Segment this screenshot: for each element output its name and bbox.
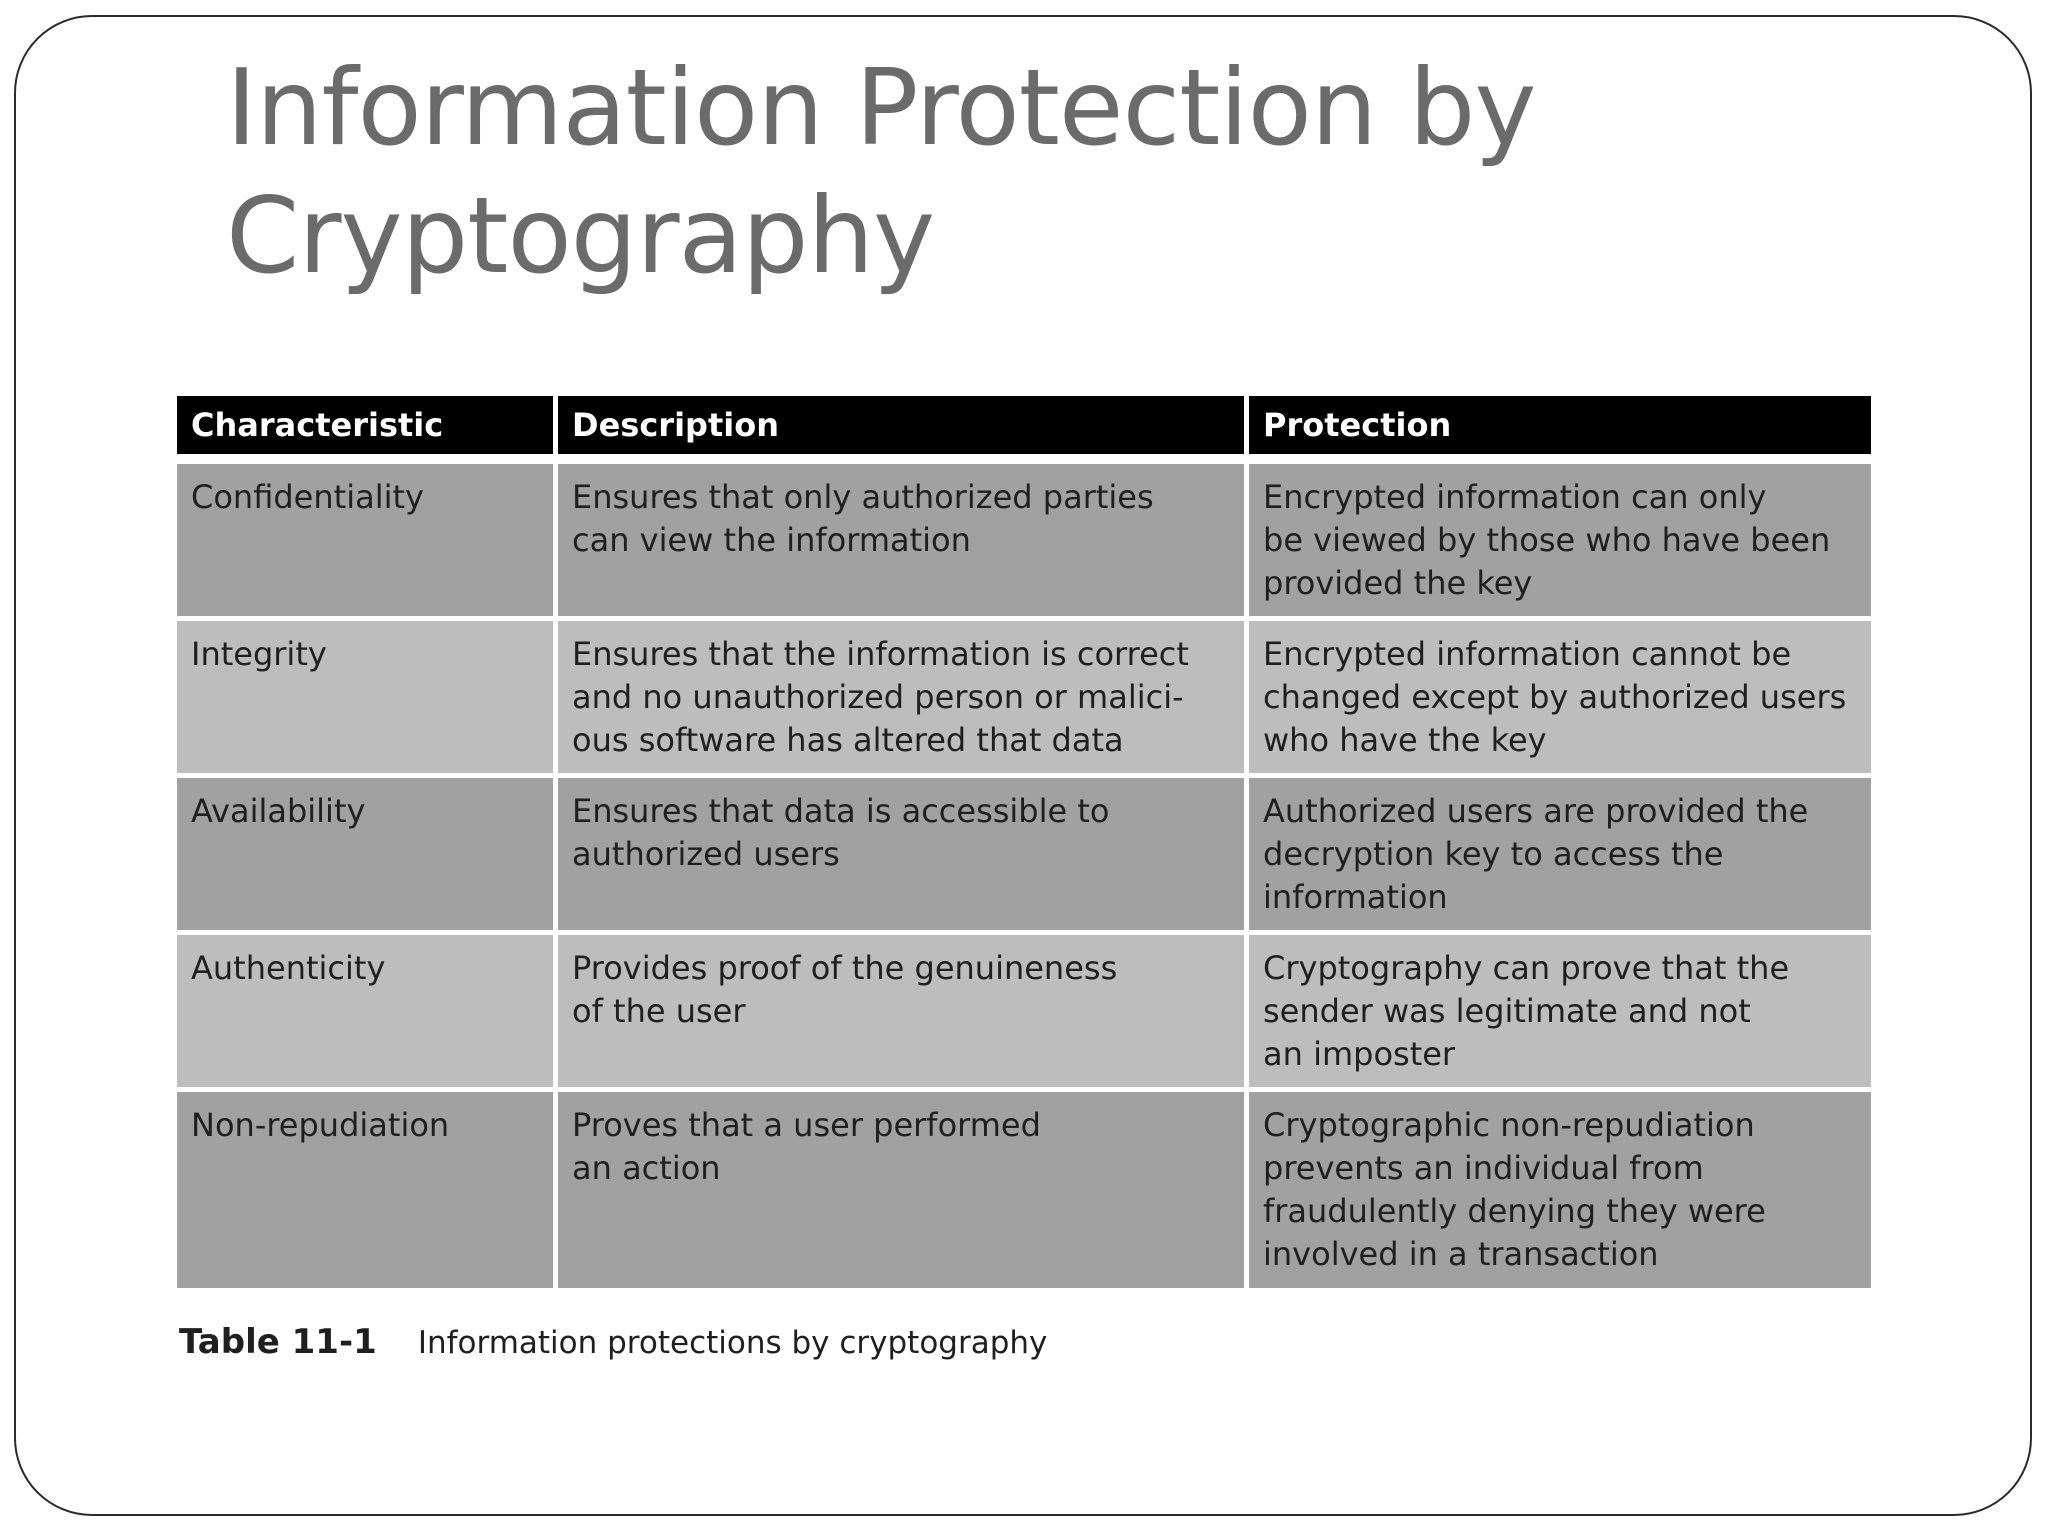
cell-protection: Cryptography can prove that the sender was legitimate and not an imposter bbox=[1249, 935, 1871, 1092]
header-protection: Protection bbox=[1249, 396, 1871, 464]
cell-protection: Authorized users are provided the decryption key to access the information bbox=[1249, 778, 1871, 935]
table-row-integrity bbox=[177, 621, 1871, 778]
cell-description: Ensures that data is accessible to authorized users bbox=[558, 778, 1249, 935]
slide-title-line-2: Cryptography bbox=[226, 175, 935, 297]
slide-title-line-1: Information Protection by bbox=[226, 47, 1536, 169]
header-description: Description bbox=[558, 396, 1249, 464]
table-caption-label: Table 11-1 bbox=[179, 1322, 377, 1362]
cell-protection: Encrypted information cannot be changed except by authorized users who have the key bbox=[1249, 621, 1871, 778]
table-container bbox=[177, 396, 1871, 1288]
cell-characteristic: Confidentiality bbox=[177, 464, 558, 621]
cell-description: Proves that a user performed an action bbox=[558, 1092, 1249, 1288]
cell-protection: Cryptographic non-repudiation prevents an individual from fraudulently denying they were involved in a transaction bbox=[1249, 1092, 1871, 1288]
table-row-non-repudiation bbox=[177, 1092, 1871, 1288]
table-row-authenticity bbox=[177, 935, 1871, 1092]
table-row-confidentiality bbox=[177, 464, 1871, 621]
cryptography-protection-table bbox=[177, 396, 1871, 1288]
cell-characteristic: Authenticity bbox=[177, 935, 558, 1092]
table-caption bbox=[179, 1322, 1047, 1362]
cell-characteristic: Availability bbox=[177, 778, 558, 935]
cell-description: Provides proof of the genuineness of the user bbox=[558, 935, 1249, 1092]
table-header-row bbox=[177, 396, 1871, 464]
cell-characteristic: Integrity bbox=[177, 621, 558, 778]
cell-protection: Encrypted information can only be viewed by those who have been provided the key bbox=[1249, 464, 1871, 621]
table-caption-text: Information protections by cryptography bbox=[417, 1325, 1048, 1361]
cell-characteristic: Non-repudiation bbox=[177, 1092, 558, 1288]
header-characteristic: Characteristic bbox=[177, 396, 558, 464]
cell-description: Ensures that only authorized parties can view the information bbox=[558, 464, 1249, 621]
table-row-availability bbox=[177, 778, 1871, 935]
slide-title bbox=[226, 44, 1876, 300]
cell-description: Ensures that the information is correct and no unauthorized person or malici- ous software has altered that data bbox=[558, 621, 1249, 778]
